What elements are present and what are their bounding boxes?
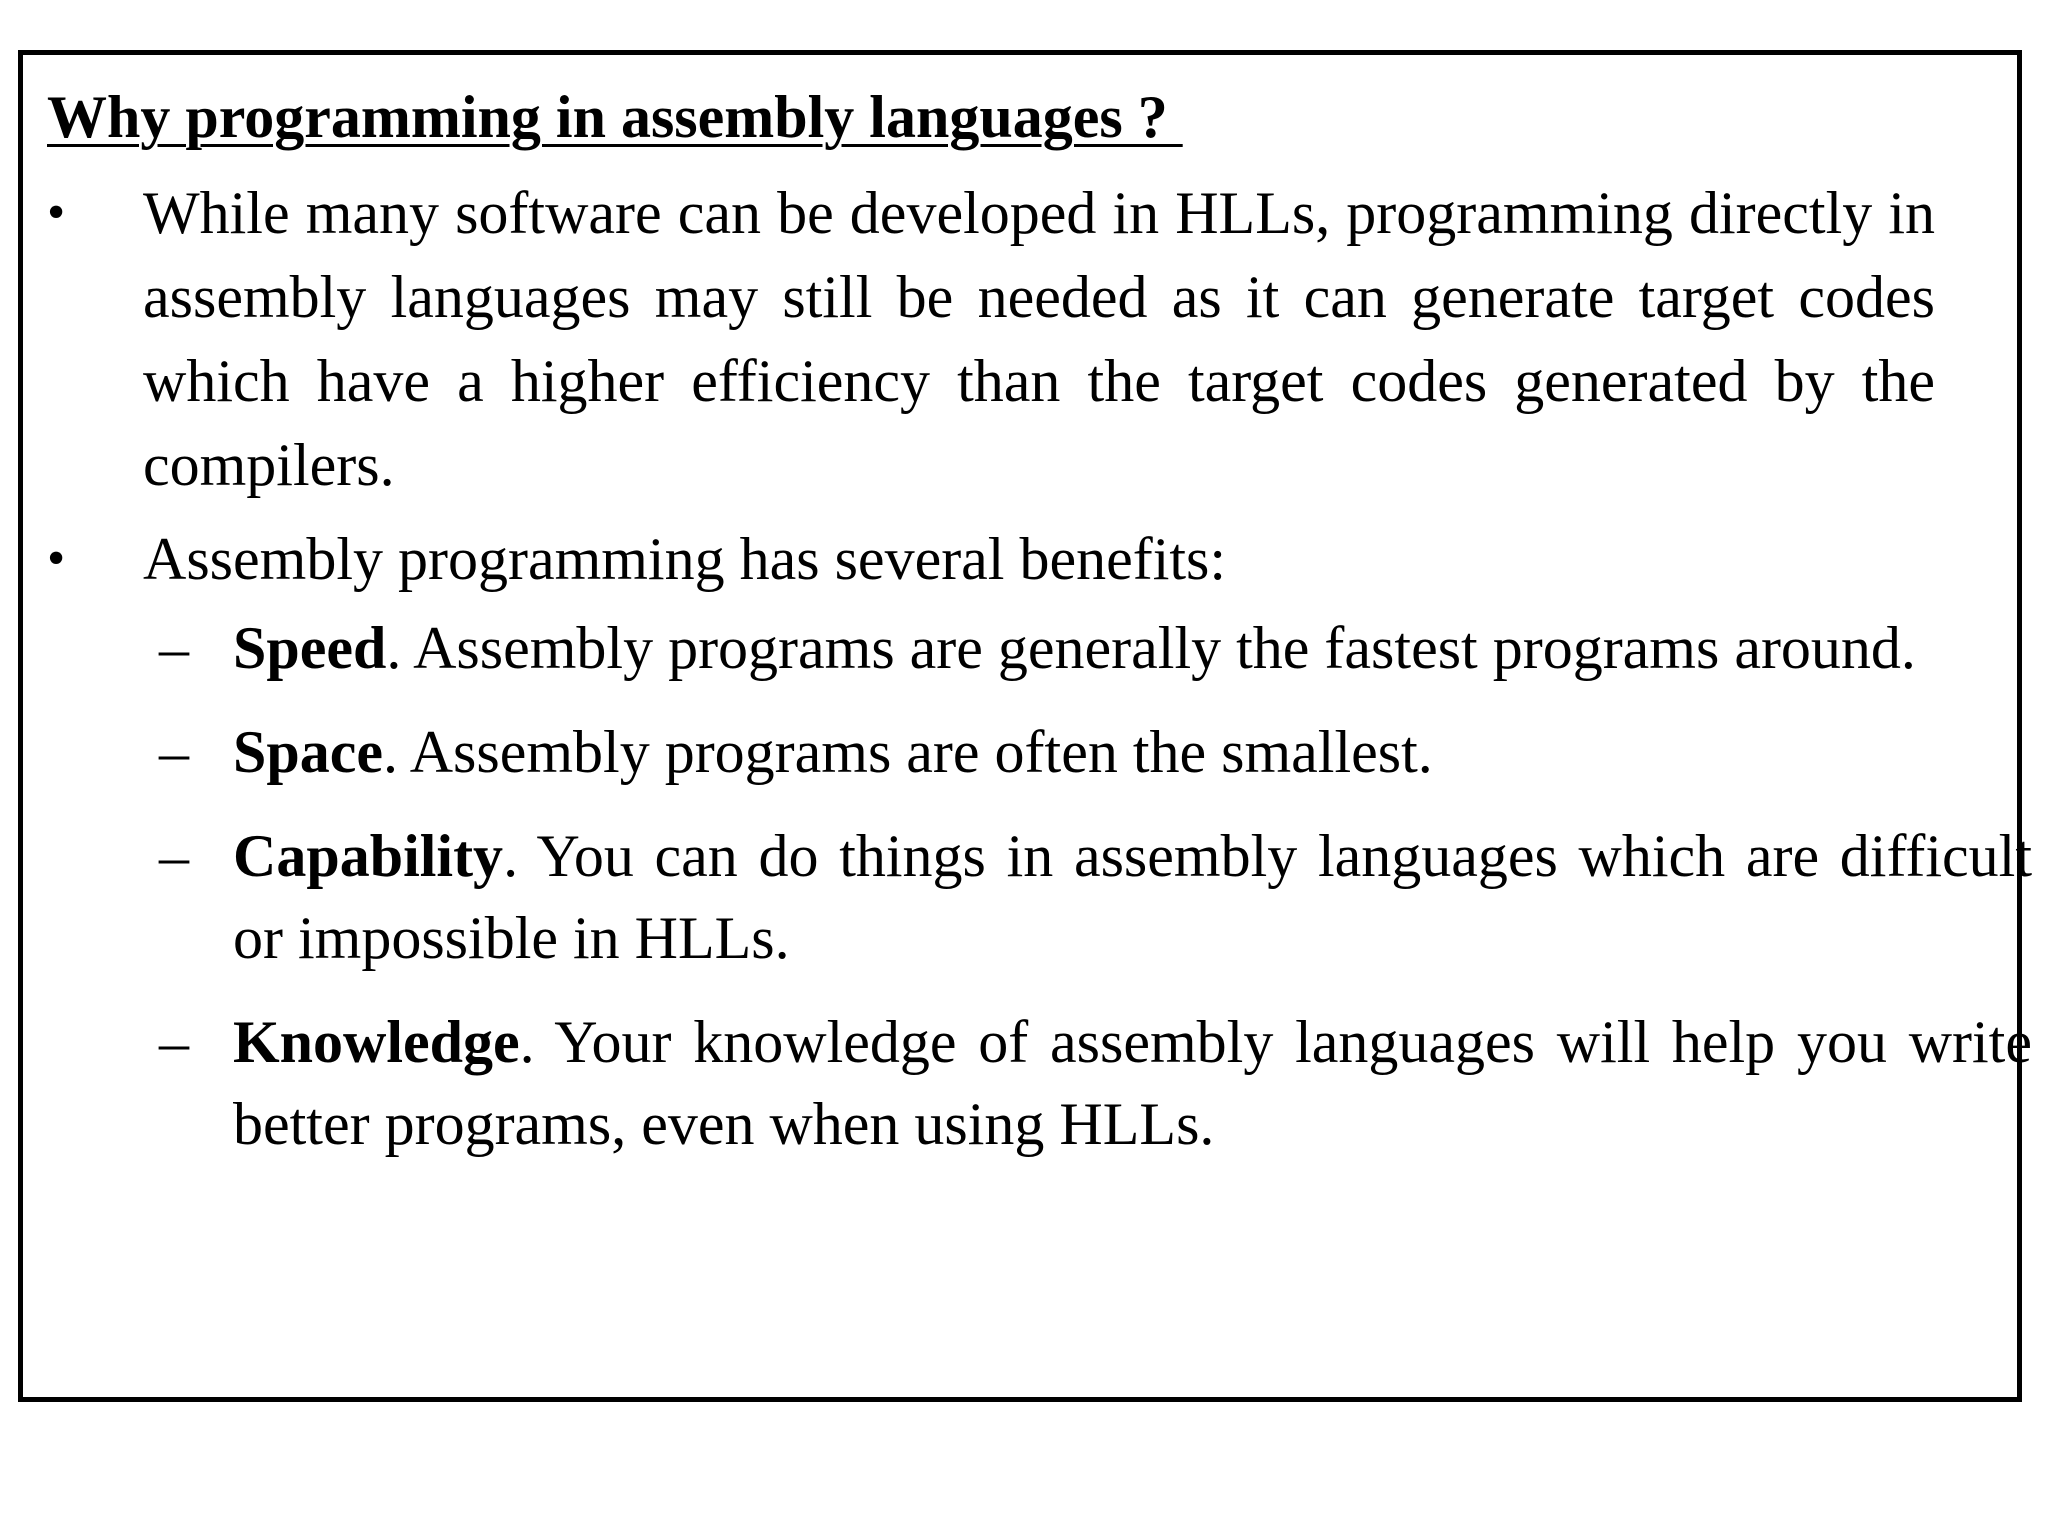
benefit-description: . Assembly programs are often the smallest. bbox=[383, 719, 1433, 785]
bullet-text: Assembly programming has several benefits: bbox=[143, 526, 1227, 592]
bullet-text: While many software can be developed in HLLs, programming directly in assembly languages may still be needed as it can generate target codes which have a higher efficiency than the target codes generated by the compilers. bbox=[143, 180, 1935, 498]
slide-content bbox=[47, 77, 2032, 1165]
dash-marker: – bbox=[159, 823, 189, 889]
benefit-description: . Your knowledge of assembly languages will help you write better programs, even when using HLLs. bbox=[233, 1009, 2032, 1157]
dash-marker: – bbox=[159, 615, 189, 681]
bullet-marker: • bbox=[47, 530, 66, 587]
dash-marker: – bbox=[159, 1009, 189, 1075]
bullet-item bbox=[47, 517, 1935, 601]
slide-frame bbox=[18, 50, 2032, 1402]
benefit-term: Speed bbox=[233, 615, 387, 681]
bullet-item bbox=[47, 171, 1935, 507]
benefit-term: Knowledge bbox=[233, 1009, 520, 1075]
benefit-item-speed bbox=[47, 607, 2032, 689]
benefit-term: Capability bbox=[233, 823, 504, 889]
bullet-marker: • bbox=[47, 184, 66, 241]
benefit-description: . Assembly programs are generally the fastest programs around. bbox=[386, 615, 1916, 681]
dash-marker: – bbox=[159, 719, 189, 785]
benefit-item-knowledge bbox=[47, 1001, 2032, 1165]
benefit-description: . You can do things in assembly languages which are difficult or impossible in HLLs. bbox=[233, 823, 2032, 971]
benefit-term: Space bbox=[233, 719, 383, 785]
slide-title: Why programming in assembly languages ? bbox=[47, 84, 1183, 150]
benefit-item-capability bbox=[47, 815, 2032, 979]
benefit-item-space bbox=[47, 711, 2032, 793]
